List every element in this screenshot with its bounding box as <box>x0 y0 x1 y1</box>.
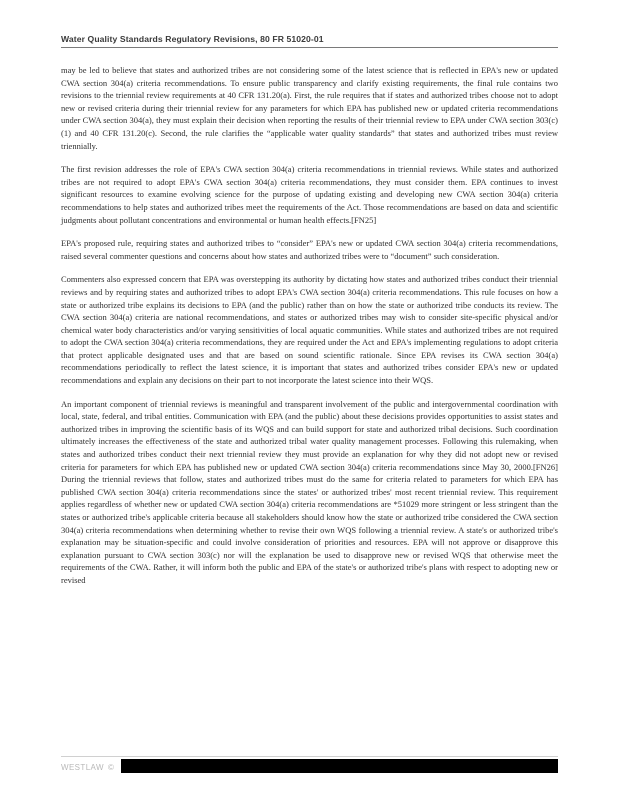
paragraph: EPA's proposed rule, requiring states and authorized tribes to “consider” EPA's new or updated CWA section 304(a) criteria recommendations, raised several commenter questions and concerns about how states and authorized tribes were to “document” such consideration. <box>61 238 558 261</box>
paragraph: may be led to believe that states and authorized tribes are not considering some of the latest science that is reflected in EPA's new or updated CWA section 304(a) criteria recommendations. To ensure public transparency and clarify existing requirements, the final rule contains two revisions to the triennial review requirements at 40 CFR 131.20(a). First, the rule requires that if states and authorized tribes choose not to adopt new or revised criteria during their triennial review for any parameters for which EPA has published new or updated criteria recommendations under CWA section 304(a), they must explain their decision when reporting the results of their triennial review to EPA under CWA section 303(c)(1) and 40 CFR 131.20(c). Second, the rule clarifies the “applicable water quality standards” that states and authorized tribes must review triennially. <box>61 65 558 151</box>
document-body <box>61 64 558 598</box>
running-header: Water Quality Standards Regulatory Revisions, 80 FR 51020-01 <box>61 34 324 44</box>
footer-divider <box>61 756 558 757</box>
footer-copyright-glyph: © <box>108 763 114 772</box>
header-divider <box>61 47 558 48</box>
footer-brand: WESTLAW <box>61 763 104 772</box>
paragraph: The first revision addresses the role of EPA's CWA section 304(a) criteria recommendations in triennial reviews. While states and authorized tribes are not required to adopt EPA's CWA section 304(a) criteria recommendations, they must consider them. EPA continues to invest significant resources to examine evolving science for the purpose of updating existing and developing new CWA section 304(a) criteria recommendations to help states and authorized tribes meet the requirements of the Act. Those recommendations are based on data and scientific judgments about pollutant concentrations and environmental or human health effects.[FN25] <box>61 164 558 225</box>
paragraph: Commenters also expressed concern that EPA was overstepping its authority by dictating how states and authorized tribes conduct their triennial reviews and by requiring states and authorized tribes to adopt EPA's CWA section 304(a) criteria recommendations. This rule focuses on how a state or authorized tribe explains its decisions to EPA (and the public) rather than on how the state or authorized tribe conducts its review. The CWA section 304(a) criteria are national recommendations, and states or authorized tribes may wish to consider site-specific physical and/or chemical water body characteristics and/or varying sensitivities of local aquatic communities. While states and authorized tribes are not required to adopt the CWA section 304(a) criteria recommendations, they are required under the Act and EPA's implementing regulations to adopt criteria that protect applicable designated uses and that are based on sound scientific rationale. Since EPA revises its CWA section 304(a) recommendations periodically to reflect the latest science, it is important that states and authorized tribes consider EPA's new or updated recommendations and explain any decisions on their part to not incorporate the latest science into their WQS. <box>61 274 558 386</box>
redaction-bar <box>121 759 558 773</box>
paragraph: An important component of triennial reviews is meaningful and transparent involvement of the public and intergovernmental coordination with local, state, federal, and tribal entities. Communication with EPA (and the public) about these decisions provides opportunities to assist states and authorized tribes in improving the scientific basis of its WQS and can build support for state and authorized tribal decisions. Such coordination ultimately increases the effectiveness of the state and authorized tribal water quality management processes. Following this rulemaking, when states and authorized tribes conduct their next triennial review they must provide an explanation for why they did not adopt new or revised criteria for parameters for which EPA has published new or updated CWA section 304(a) criteria recommendations since May 30, 2000.[FN26] During the triennial reviews that follow, states and authorized tribes must do the same for criteria related to parameters for which EPA has published CWA section 304(a) criteria recommendations since the states' or authorized tribes' most recent triennial review. This requirement applies regardless of whether new or updated CWA section 304(a) criteria recommendations are *51029 more stringent or less stringent than the states or authorized tribe's applicable criteria because all stakeholders should know how the state or authorized tribe considered the CWA section 304(a) criteria recommendations when determining whether to revise their own WQS following a triennial review. A state's or authorized tribe's explanation may be situation-specific and could involve consideration of priorities and resources. EPA will not approve or disapprove this explanation pursuant to CWA section 303(c) nor will the explanation be used to disapprove new or revised WQS that otherwise meet the requirements of the CWA. Rather, it will inform both the public and EPA of the state's or authorized tribe's plans with respect to adopting new or revised <box>61 398 558 585</box>
